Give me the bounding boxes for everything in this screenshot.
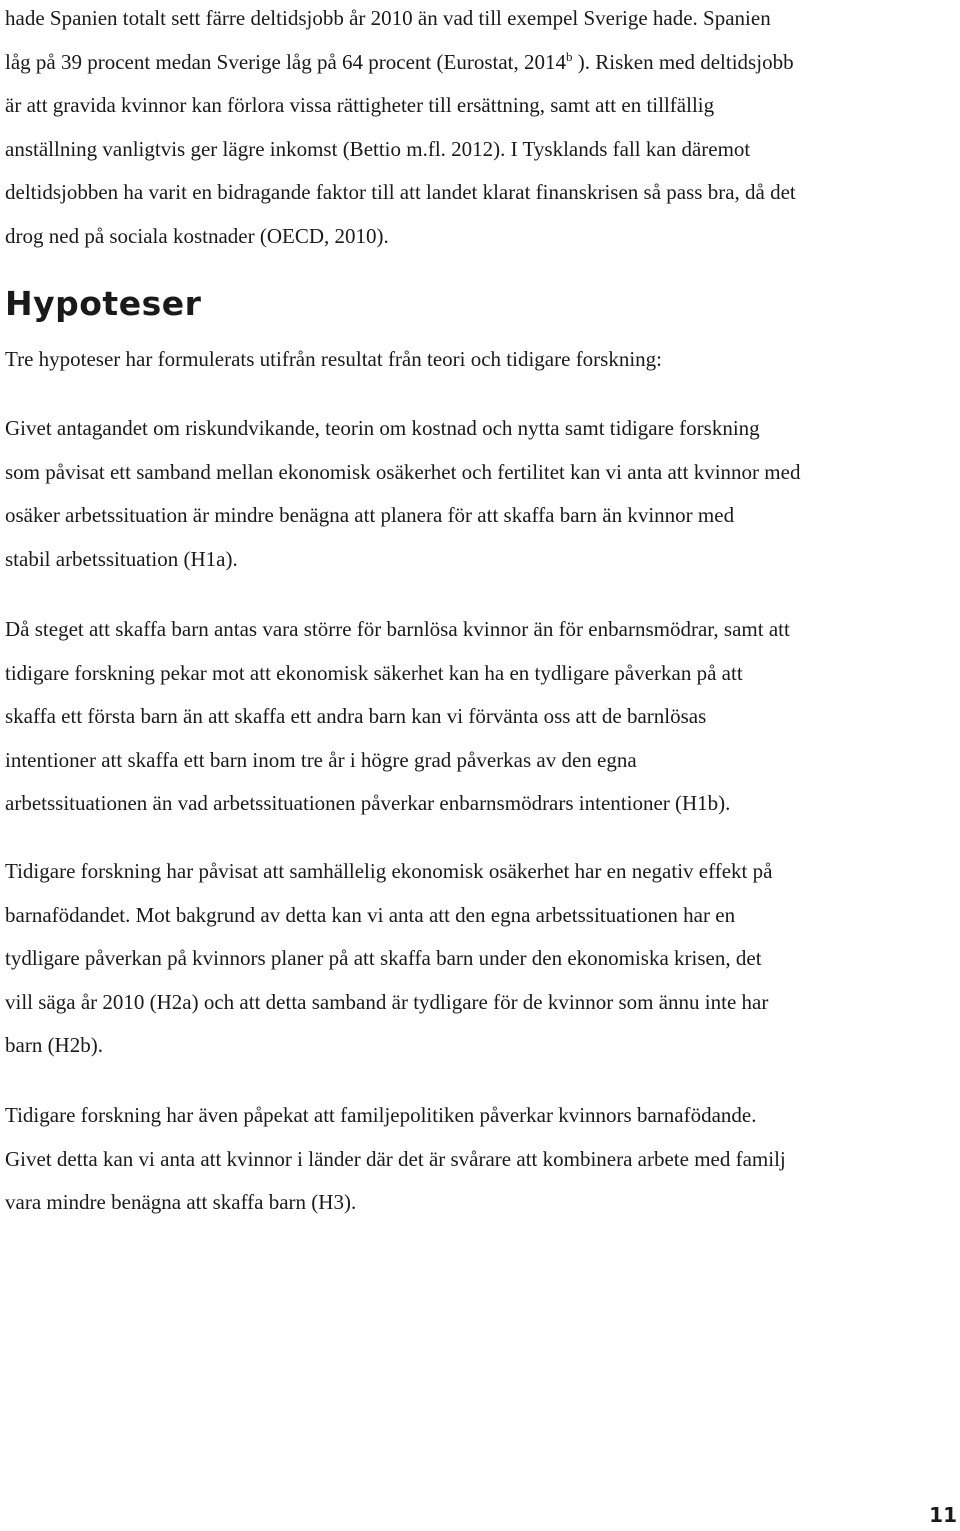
text-line: är att gravida kvinnor kan förlora vissa rättigheter till ersättning, samt att en tillfällig (5, 93, 715, 117)
text-line: barn (H2b). (5, 1033, 103, 1057)
text-line: Tidigare forskning har även påpekat att familjepolitiken påverkar kvinnors barnafödande. (5, 1103, 757, 1127)
paragraph-intro (5, 338, 662, 382)
page-number: 11 (929, 1503, 957, 1527)
paragraph-hypothesis-h1a (5, 407, 800, 581)
text-segment: låg på 39 procent medan Sverige låg på 64 procent (Eurostat, 2014 (5, 49, 566, 74)
text-line: deltidsjobben ha varit en bidragande faktor till att landet klarat finanskrisen så pass bra, då det (5, 180, 796, 204)
text-segment: ). Risken med deltidsjobb (572, 49, 794, 74)
text-line: stabil arbetssituation (H1a). (5, 546, 238, 571)
paragraph-hypothesis-h1b (5, 608, 790, 826)
text-line: arbetssituationen än vad arbetssituationen påverkar enbarnsmödrars intentioner (H1b). (5, 791, 731, 815)
text-line: anställning vanligtvis ger lägre inkomst (Bettio m.fl. 2012). I Tysklands fall kan däremot (5, 136, 751, 161)
text-line: barnafödandet. Mot bakgrund av detta kan vi anta att den egna arbetssituationen har en (5, 902, 736, 927)
text-line: hade Spanien totalt sett färre deltidsjobb år 2010 än vad till exempel Sverige hade. Spanien (5, 6, 771, 30)
text-line: Givet antagandet om riskundvikande, teorin om kostnad och nytta samt tidigare forskning (5, 416, 760, 440)
text-line: drog ned på sociala kostnader (OECD, 2010). (5, 223, 389, 248)
text-line: Tre hypoteser har formulerats utifrån resultat från teori och tidigare forskning: (5, 347, 663, 371)
text-line: tydligare påverkan på kvinnors planer på att skaffa barn under den ekonomiska krisen, det (5, 946, 762, 970)
text-line: som påvisat ett samband mellan ekonomisk osäkerhet och fertilitet kan vi anta att kvinnor med (5, 459, 801, 484)
text-line: vara mindre benägna att skaffa barn (H3). (5, 1190, 357, 1214)
text-line (5, 41, 796, 85)
text-line: Då steget att skaffa barn antas vara större för barnlösa kvinnor än för enbarnsmödrar, samt att (5, 617, 790, 641)
text-line: vill säga år 2010 (H2a) och att detta samband är tydligare för de kvinnor som ännu inte har (5, 989, 769, 1014)
text-line: osäker arbetssituation är mindre benägna att planera för att skaffa barn än kvinnor med (5, 503, 735, 527)
section-heading: Hypoteser (5, 284, 202, 323)
paragraph-part-time-work (5, 0, 796, 258)
text-line: intentioner att skaffa ett barn inom tre år i högre grad påverkas av den egna (5, 747, 637, 772)
text-line: skaffa ett första barn än att skaffa ett andra barn kan vi förvänta oss att de barnlösas (5, 704, 707, 728)
text-line: Tidigare forskning har påvisat att samhällelig ekonomisk osäkerhet har en negativ effekt på (5, 859, 773, 883)
text-line: tidigare forskning pekar mot att ekonomisk säkerhet kan ha en tydligare påverkan på att (5, 660, 743, 685)
text-line: Givet detta kan vi anta att kvinnor i länder där det är svårare att kombinera arbete med familj (5, 1146, 786, 1171)
paragraph-hypothesis-h3 (5, 1094, 786, 1225)
footnote-superscript: b (566, 48, 573, 64)
paragraph-hypothesis-h2 (5, 850, 772, 1068)
